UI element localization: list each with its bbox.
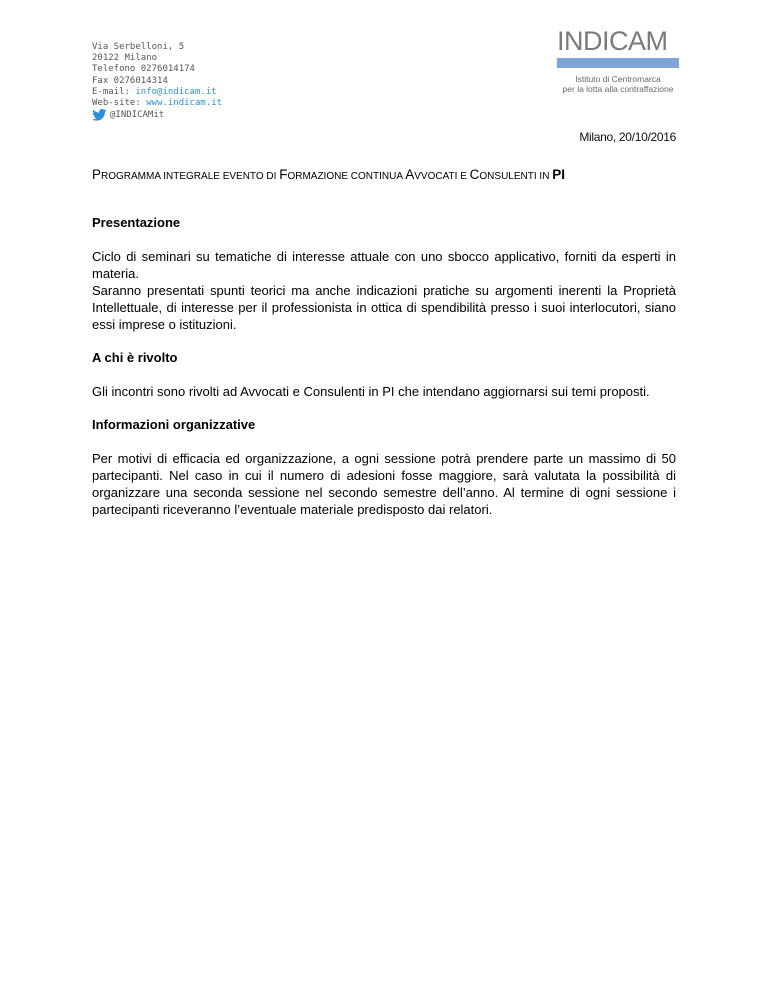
twitter-bird-icon [92,109,107,121]
phone-line: Telefono 0276014174 [92,64,195,75]
city-line: 20122 Milano [92,53,158,64]
email-line [92,87,222,98]
address-line: Via Serbelloni, 5 [92,42,185,52]
twitter-handle[interactable]: @INDICAMit [110,109,165,120]
paragraph: Ciclo di seminari su tematiche di interesse attuale con uno sbocco applicativo, forniti da esperti in materia. [92,249,676,281]
paragraph: Per motivi di efficacia ed organizzazione, a ogni sessione potrà prendere parte un massimo di 50 partecipanti. Nel caso in cui il numero di adesioni fosse maggiore, sarà valutata la possibilità di organizzare una seconda sessione nel secondo semestre dell’anno. Al termine di ogni sessione i partecipanti riceveranno l’eventuale materiale predisposto dai relatori. [92,451,676,517]
email-link[interactable]: info@indicam.it [135,86,217,97]
indicam-logo [557,26,679,94]
document-title: PROGRAMMA INTEGRALE EVENTO DI FORMAZIONE CONTINUA AVVOCATI E CONSULENTI IN PI [92,167,565,182]
logo-wordmark: INDICAM [557,26,668,56]
fax-line: Fax 0276014314 [92,75,168,86]
logo-tagline-line1: Istituto di Centromarca [575,74,661,84]
email-label: E-mail: [92,86,136,97]
logo-tagline-line2: per la lotta alla contraffazione [562,84,674,94]
document-date: Milano, 20/10/2016 [579,130,676,144]
web-link[interactable]: www.indicam.it [146,98,223,109]
document-body [92,214,676,518]
section-heading-presentazione: Presentazione [92,215,181,230]
contact-block [92,42,222,121]
logo-tagline [557,74,679,94]
logo-bar [557,58,679,68]
section-heading-a-chi-e-rivolto: A chi è rivolto [92,350,178,365]
web-label: Web-site: [92,98,147,109]
paragraph: Saranno presentati spunti teorici ma anche indicazioni pratiche su argomenti inerenti la Proprietà Intellettuale, di interesse per il professionista in ottica di spendibilità presso i suoi interlocutori, siano essi imprese o istituzioni. [92,283,676,332]
paragraph: Gli incontri sono rivolti ad Avvocati e Consulenti in PI che intendano aggiornarsi sui temi proposti. [92,384,650,399]
twitter-line [92,109,222,121]
web-line [92,98,222,109]
section-heading-informazioni: Informazioni organizzative [92,417,256,432]
